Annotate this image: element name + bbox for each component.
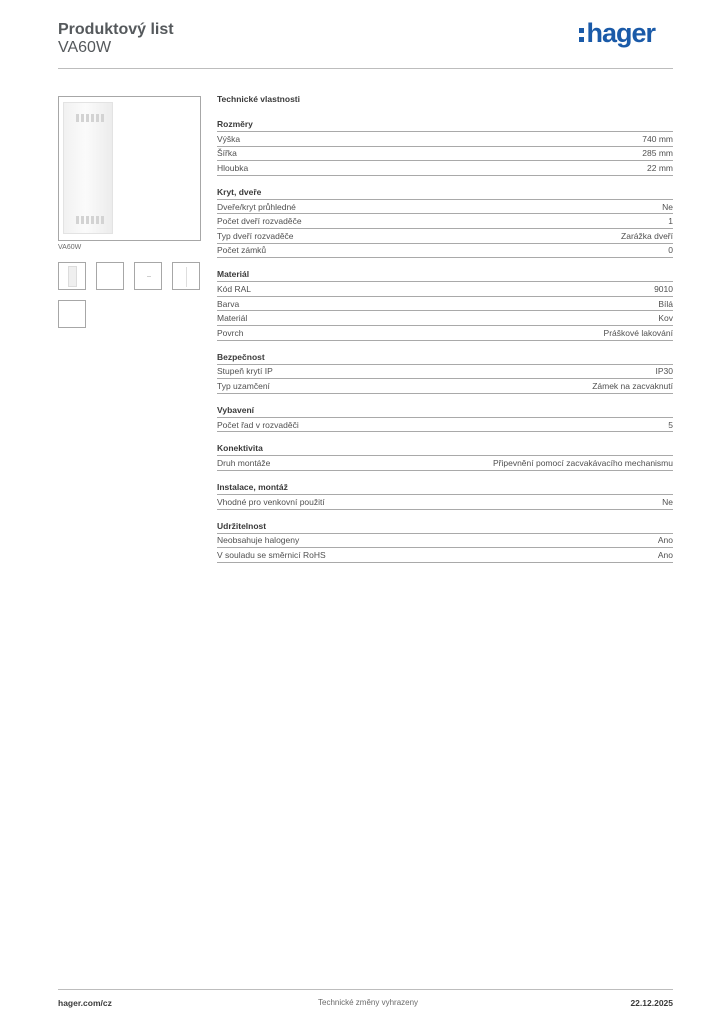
spec-label: Dveře/kryt průhledné <box>217 201 296 212</box>
spec-label: Materiál <box>217 313 248 324</box>
thumbnail-blank[interactable] <box>96 262 124 290</box>
cabinet-thumbnail-icon <box>68 266 77 287</box>
section-title: Konektivita <box>217 443 673 456</box>
spec-value: 0 <box>668 245 673 256</box>
ventilation-slots-top <box>76 114 106 122</box>
section-title: Rozměry <box>217 119 673 132</box>
spec-row <box>217 214 673 229</box>
spec-value: 1 <box>668 216 673 227</box>
specs-sections <box>217 119 673 563</box>
spec-row <box>217 200 673 215</box>
spec-row <box>217 534 673 549</box>
section-title: Instalace, montáž <box>217 482 673 495</box>
spec-value: Ne <box>662 201 673 212</box>
spec-value: Práškové lakování <box>603 327 673 338</box>
spec-row <box>217 365 673 380</box>
spec-row <box>217 244 673 259</box>
spec-label: Druh montáže <box>217 458 271 469</box>
spec-label: Vhodné pro venkovní použití <box>217 496 325 507</box>
footer-date: 22.12.2025 <box>630 998 673 1008</box>
spec-label: Hloubka <box>217 162 249 173</box>
spec-value: Ne <box>662 496 673 507</box>
spec-row <box>217 311 673 326</box>
spec-row <box>217 418 673 433</box>
spec-label: Neobsahuje halogeny <box>217 535 300 546</box>
spec-row <box>217 326 673 341</box>
spec-value: 22 mm <box>647 162 673 173</box>
spec-label: Typ dveří rozvaděče <box>217 230 294 241</box>
specs-title: Technické vlastnosti <box>217 94 300 104</box>
technical-specifications <box>217 94 673 563</box>
hager-logo <box>579 20 655 46</box>
spec-value: 5 <box>668 419 673 430</box>
spec-label: Stupeň krytí IP <box>217 366 273 377</box>
spec-row <box>217 282 673 297</box>
section-title: Udržitelnost <box>217 521 673 534</box>
spec-row <box>217 229 673 244</box>
spec-row <box>217 548 673 563</box>
section-title: Vybavení <box>217 405 673 418</box>
spec-row <box>217 297 673 312</box>
spec-value: Zarážka dveří <box>621 230 673 241</box>
section-title: Bezpečnost <box>217 352 673 365</box>
spec-value: Zámek na zacvaknutí <box>592 380 673 391</box>
spec-value: Ano <box>657 549 673 560</box>
header-divider <box>58 68 673 69</box>
spec-label: V souladu se směrnicí RoHS <box>217 549 326 560</box>
spec-row <box>217 456 673 471</box>
spec-value: Ano <box>657 535 673 546</box>
ventilation-slots-bottom <box>76 216 106 224</box>
spec-label: Barva <box>217 298 240 309</box>
thumbnail-cabinet-front[interactable] <box>58 262 86 290</box>
logo-text: hager <box>586 18 655 48</box>
cabinet-front-image <box>63 102 113 234</box>
profile-line-icon <box>186 267 187 287</box>
spec-value: Bílá <box>658 298 673 309</box>
spec-row <box>217 132 673 147</box>
spec-value: IP30 <box>655 366 673 377</box>
footer-divider <box>58 989 673 990</box>
spec-row <box>217 147 673 162</box>
small-cabinet-icon <box>147 276 151 277</box>
thumbnail-cabinet-side[interactable] <box>134 262 162 290</box>
spec-label: Šířka <box>217 148 237 159</box>
spec-value: Připevnění pomocí zacvakávacího mechanismu <box>492 458 673 469</box>
product-code: VA60W <box>58 39 112 56</box>
page-header <box>58 20 673 70</box>
spec-label: Typ uzamčení <box>217 380 270 391</box>
section-title: Materiál <box>217 269 673 282</box>
spec-label: Počet zámků <box>217 245 267 256</box>
spec-label: Počet řad v rozvaděči <box>217 419 299 430</box>
spec-label: Počet dveří rozvaděče <box>217 216 302 227</box>
footer-notice: Technické změny vyhrazeny <box>318 998 419 1007</box>
spec-row <box>217 495 673 510</box>
thumbnail-blank-2[interactable] <box>58 300 86 328</box>
thumbnail-cabinet-profile[interactable] <box>172 262 200 290</box>
image-caption: VA60W <box>58 244 82 251</box>
spec-row <box>217 379 673 394</box>
spec-label: Výška <box>217 133 241 144</box>
spec-value: Kov <box>658 313 673 324</box>
spec-label: Povrch <box>217 327 244 338</box>
spec-value: 285 mm <box>642 148 673 159</box>
footer-website-link[interactable]: hager.com/cz <box>58 998 112 1008</box>
spec-value: 740 mm <box>642 133 673 144</box>
spec-row <box>217 161 673 176</box>
logo-dots-icon <box>579 28 584 42</box>
spec-label: Kód RAL <box>217 283 252 294</box>
document-title: Produktový list <box>58 21 174 38</box>
spec-value: 9010 <box>654 283 673 294</box>
main-product-image <box>58 96 201 241</box>
section-title: Kryt, dveře <box>217 187 673 200</box>
